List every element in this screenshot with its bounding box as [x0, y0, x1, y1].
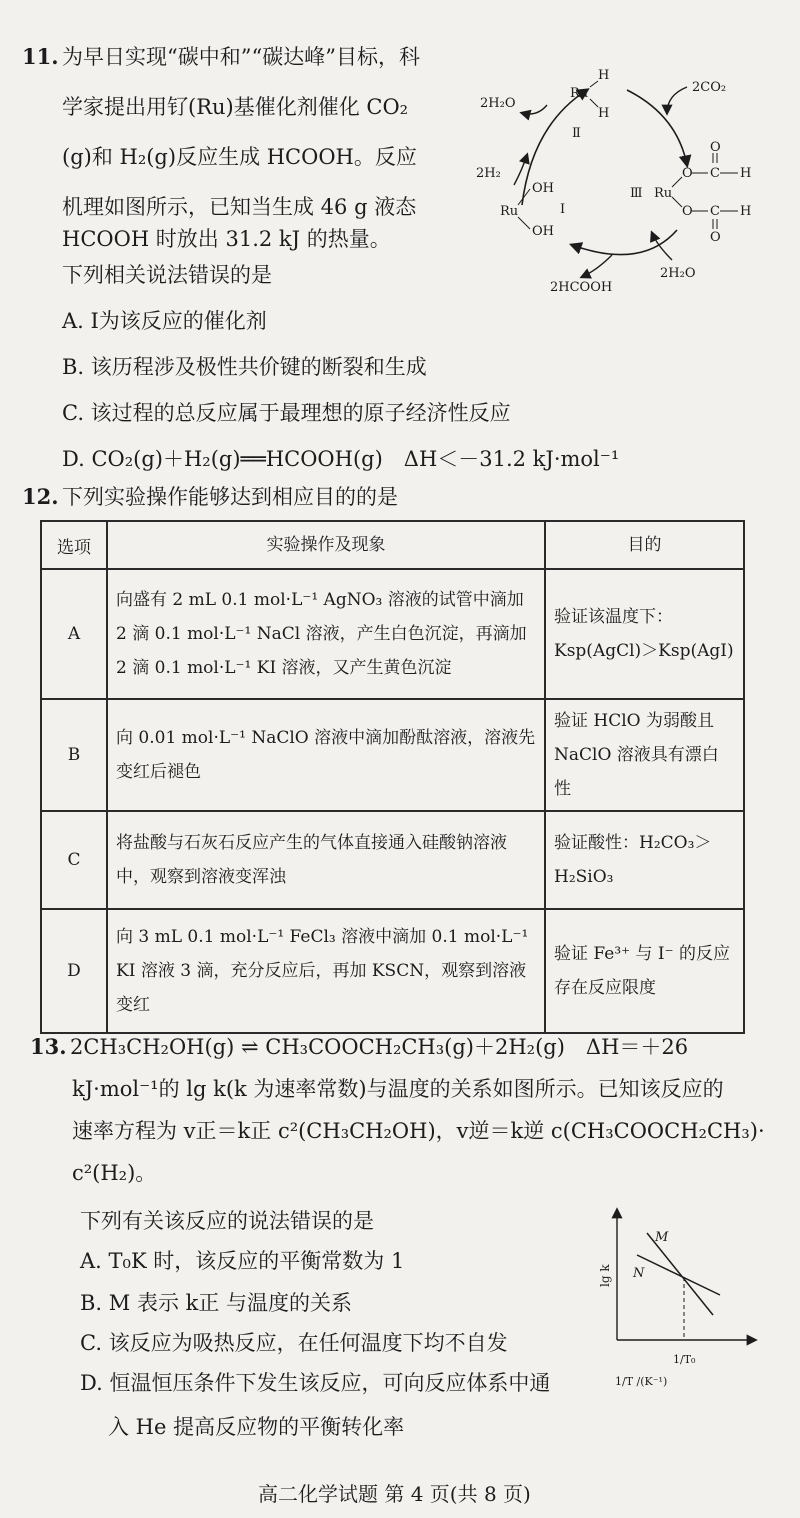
o-III-carbonyl-bottom: O [710, 230, 721, 245]
arrow-hcooh-out [582, 255, 612, 277]
header-operation: 实验操作及现象 [107, 521, 545, 569]
table-row [41, 811, 744, 909]
table-row [41, 909, 744, 1033]
q13-stem-line-1: 2CH₃CH₂OH(g) ⇌ CH₃COOCH₂CH₃(g)＋2H₂(g) ΔH＝＋26 [70, 1035, 689, 1059]
bond-ru-h-top [590, 81, 598, 87]
label-n: N [633, 1266, 645, 1281]
o-III-bottom: O [682, 204, 693, 219]
arc-II-to-III [627, 90, 687, 165]
ru-III: Ru [654, 186, 673, 201]
row-d-option: D [41, 909, 107, 1033]
experiment-table [40, 520, 745, 1034]
label-I: Ⅰ [560, 202, 566, 217]
label-co2-in: 2CO₂ [692, 80, 727, 95]
row-c-goal: 验证酸性：H₂CO₃＞H₂SiO₃ [545, 811, 744, 909]
oh-I-top: OH [532, 181, 554, 196]
q11-option-b: B. 该历程涉及极性共价键的断裂和生成 [62, 355, 427, 379]
header-option: 选项 [41, 521, 107, 569]
q12-question: 下列实验操作能够达到相应目的的是 [62, 485, 398, 509]
q13-option-d-line-1: D. 恒温恒压条件下发生该反应，可向反应体系中通 [80, 1371, 551, 1395]
label-h2-in: 2H₂ [476, 166, 501, 181]
arrow-h2-in [514, 155, 527, 185]
label-hcooh-out: 2HCOOH [550, 280, 613, 295]
row-a-goal: 验证该温度下：Ksp(AgCl)＞Ksp(AgI) [545, 569, 744, 699]
q13-number: 13. [30, 1034, 67, 1059]
h-II-bottom: H [598, 106, 610, 121]
q11-number: 11. [22, 44, 59, 69]
c-III-top: C [710, 166, 720, 181]
label-III: Ⅲ [630, 186, 643, 201]
label-m: M [655, 1230, 669, 1245]
q11-stem-line-1: 为早日实现“碳中和”“碳达峰”目标，科 [62, 45, 420, 69]
reaction-mechanism-diagram [462, 55, 782, 305]
q13-option-d-line-2: 入 He 提高反应物的平衡转化率 [108, 1415, 405, 1439]
q13-stem-line-3: 速率方程为 v正＝k正 c²(CH₃CH₂OH)，v逆＝k逆 c(CH₃COOCH₂CH₃)· [72, 1119, 765, 1143]
arrow-h2o-out [522, 105, 547, 114]
header-goal: 目的 [545, 521, 744, 569]
bond-ru-o-top [672, 177, 682, 187]
q13-question: 下列有关该反应的说法错误的是 [80, 1209, 374, 1233]
tick-1-over-t0: 1/T₀ [673, 1353, 696, 1366]
table-header-row [41, 521, 744, 569]
o-III-carbonyl-top: O [710, 140, 721, 155]
h-III-top: H [740, 166, 752, 181]
q13-stem-line-2: kJ·mol⁻¹的 lg k(k 为速率常数)与温度的关系如图所示。已知该反应的 [72, 1077, 724, 1101]
label-h2o-out: 2H₂O [480, 96, 516, 111]
arc-III-to-I [572, 230, 677, 255]
q11-stem-line-4: 机理如图所示，已知当生成 46 g 液态 [62, 195, 417, 219]
row-a-option: A [41, 569, 107, 699]
label-II: Ⅱ [572, 126, 581, 141]
ru-I: Ru [500, 204, 519, 219]
q11-stem-line-5: HCOOH 时放出 31.2 kJ 的热量。 [62, 227, 391, 251]
row-b-goal: 验证 HClO 为弱酸且 NaClO 溶液具有漂白性 [545, 699, 744, 811]
q13-option-b: B. M 表示 k正 与温度的关系 [80, 1291, 353, 1315]
label-h2o-in: 2H₂O [660, 266, 696, 281]
q11-option-c: C. 该过程的总反应属于最理想的原子经济性反应 [62, 401, 511, 425]
bond-ru-o-bottom [672, 197, 682, 207]
row-a-operation: 向盛有 2 mL 0.1 mol·L⁻¹ AgNO₃ 溶液的试管中滴加 2 滴 0.1 mol·L⁻¹ NaCl 溶液，产生白色沉淀，再滴加 2 滴 0.1 mol·L⁻¹ KI 溶液，又产生黄色沉淀 [107, 569, 545, 699]
q11-option-a: A. Ⅰ为该反应的催化剂 [62, 309, 267, 333]
row-b-option: B [41, 699, 107, 811]
lgk-temperature-graph [595, 1205, 765, 1405]
h-III-bottom: H [740, 204, 752, 219]
q12-number: 12. [22, 484, 59, 509]
q11-option-d: D. CO₂(g)＋H₂(g)══HCOOH(g) ΔH＜－31.2 kJ·mol⁻¹ [62, 447, 620, 471]
oh-I-bottom: OH [532, 224, 554, 239]
table-row [41, 569, 744, 699]
line-n [637, 1255, 720, 1295]
ru-II: Ru [570, 86, 589, 101]
c-III-bottom: C [710, 204, 720, 219]
bond-ru-oh-bottom [518, 217, 530, 229]
q11-stem-line-2: 学家提出用钌(Ru)基催化剂催化 CO₂ [62, 95, 409, 119]
q11-question: 下列相关说法错误的是 [62, 263, 272, 287]
arrow-co2-in [667, 87, 687, 113]
q11-stem-line-3: (g)和 H₂(g)反应生成 HCOOH。反应 [62, 145, 417, 169]
q13-option-c: C. 该反应为吸热反应，在任何温度下均不自发 [80, 1331, 508, 1355]
o-III-top: O [682, 166, 693, 181]
row-b-operation: 向 0.01 mol·L⁻¹ NaClO 溶液中滴加酚酞溶液，溶液先变红后褪色 [107, 699, 545, 811]
bond-ru-h-bottom [590, 99, 598, 107]
row-c-operation: 将盐酸与石灰石反应产生的气体直接通入硅酸钠溶液中，观察到溶液变浑浊 [107, 811, 545, 909]
row-d-goal: 验证 Fe³⁺ 与 I⁻ 的反应存在反应限度 [545, 909, 744, 1033]
q13-stem-line-4: c²(H₂)。 [72, 1161, 157, 1185]
row-d-operation: 向 3 mL 0.1 mol·L⁻¹ FeCl₃ 溶液中滴加 0.1 mol·L⁻¹ KI 溶液 3 滴，充分反应后，再加 KSCN，观察到溶液变红 [107, 909, 545, 1033]
page-footer: 高二化学试题 第 4 页(共 8 页) [258, 1482, 531, 1506]
line-m [647, 1233, 713, 1315]
x-axis-label: 1/T /(K⁻¹) [615, 1375, 668, 1388]
q13-option-a: A. T₀K 时，该反应的平衡常数为 1 [80, 1249, 405, 1273]
y-axis-label: lg k [598, 1264, 612, 1287]
h-II-top: H [598, 68, 610, 83]
row-c-option: C [41, 811, 107, 909]
table-row [41, 699, 744, 811]
